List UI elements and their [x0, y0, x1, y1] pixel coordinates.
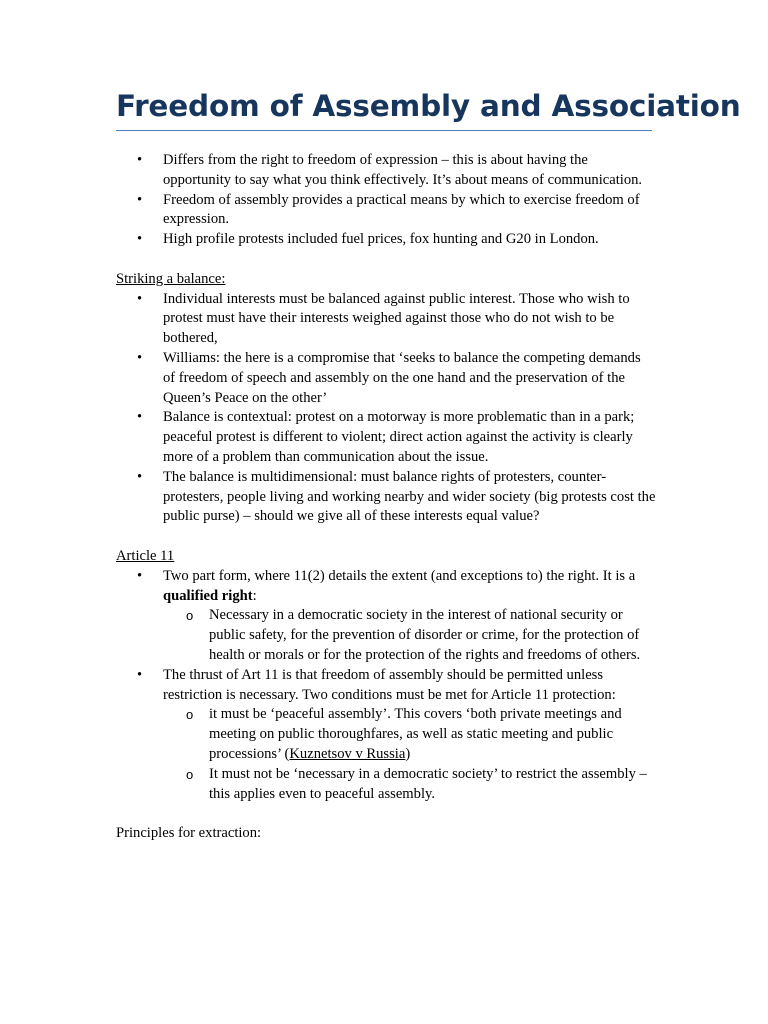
title-underline: [116, 130, 652, 131]
document-page: [116, 88, 741, 844]
section-heading-article11: Article 11: [116, 547, 175, 564]
list-item-text: The thrust of Art 11 is that freedom of assembly should be permitted unless restriction is necessary. Two conditions must be met for Article 11 protection:: [163, 666, 616, 703]
list-item: • Differs from the right to freedom of expression – this is about having the opportunity to say what you think effectively. It’s about means of communication.: [163, 151, 656, 191]
document-body: [116, 151, 656, 844]
list-item-text: Two part form, where 11(2) details the extent (and exceptions to) the right. It is a: [163, 567, 636, 584]
list-item: • High profile protests included fuel prices, fox hunting and G20 in London.: [163, 230, 656, 250]
list-item: [163, 666, 656, 805]
section-heading-balance: Striking a balance:: [116, 270, 226, 287]
document-title: Freedom of Assembly and Association: [116, 89, 741, 123]
sub-list-item: o Necessary in a democratic society in the interest of national security or public safety, for the prevention of disorder or crime, for the protection of health or morals or for the protection of the rights and freedoms of others.: [209, 606, 656, 665]
list-item: • The balance is multidimensional: must balance rights of protesters, counter-protesters, people living and working nearby and wider society (big protests cost the public purse) – should we give all of these interests equal value?: [163, 468, 656, 527]
article11-list: [116, 567, 656, 805]
sub-list-item: o It must not be ‘necessary in a democratic society’ to restrict the assembly – this applies even to peaceful assembly.: [209, 765, 656, 805]
sub-list-item: [209, 705, 656, 764]
list-item: [163, 567, 656, 666]
list-item-text: ): [405, 745, 411, 762]
list-item: • Balance is contextual: protest on a motorway is more problematic than in a park; peaceful protest is different to violent; direct action against the activity is clearly more of a problem than communication about the issue.: [163, 408, 656, 467]
section-heading-principles: Principles for extraction:: [116, 825, 262, 842]
case-citation: Kuznetsov v Russia: [289, 745, 406, 762]
list-item: • Freedom of assembly provides a practical means by which to exercise freedom of expression.: [163, 191, 656, 231]
balance-list: [116, 290, 656, 528]
bold-term: qualified right: [163, 587, 253, 604]
intro-list: [116, 151, 656, 250]
list-item-text: it must be ‘peaceful assembly’. This covers ‘both private meetings and meeting on public thoroughfares, as well as static meeting and public processions’ (: [209, 706, 622, 762]
sub-list: [163, 606, 656, 665]
list-item: • Williams: the here is a compromise that ‘seeks to balance the competing demands of freedom of speech and assembly on the one hand and the preservation of the Queen’s Peace on the other’: [163, 349, 656, 408]
list-item: • Individual interests must be balanced against public interest. Those who wish to protest must have their interests weighed against those who do not wish to be bothered,: [163, 290, 656, 349]
sub-list: [163, 705, 656, 804]
list-item-text: :: [252, 587, 257, 604]
